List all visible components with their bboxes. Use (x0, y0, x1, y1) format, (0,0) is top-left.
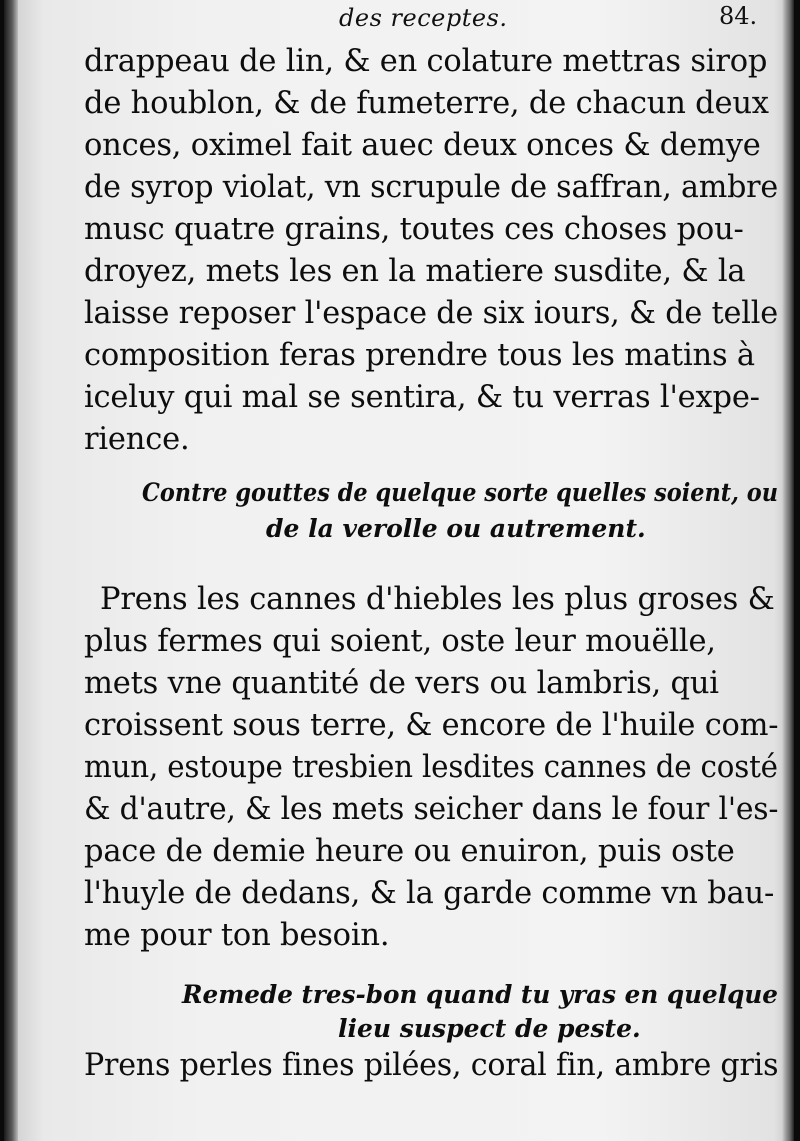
text-line: de syrop violat, vn scrupule de saffran, ambre (84, 170, 778, 205)
page-number: 84. (719, 2, 758, 30)
text-line: mets vne quantité de vers ou lambris, qui (84, 666, 719, 701)
text-line: laisse reposer l'espace de six iours, & de telle (84, 296, 778, 331)
running-head: des receptes. (339, 4, 508, 32)
page-edge-shadow (782, 0, 794, 1141)
section-heading: lieu suspect de peste. (338, 1014, 641, 1043)
text-line: Prens perles fines pilées, coral fin, ambre gris (84, 1048, 779, 1083)
text-line: plus fermes qui soient, oste leur mouëlle, (84, 624, 716, 659)
page-gutter-shadow (4, 0, 18, 1141)
text-line: rience. (84, 422, 190, 457)
book-page (4, 0, 794, 1141)
text-line: mun, estoupe tresbien lesdites cannes de costé (84, 750, 778, 785)
section-heading: Contre gouttes de quelque sorte quelles soient, ou (142, 478, 779, 507)
text-line: onces, oximel fait auec deux onces & demye (84, 128, 761, 163)
text-line: & d'autre, & les mets seicher dans le four l'es- (84, 792, 779, 827)
section-heading: de la verolle ou autrement. (266, 514, 646, 543)
section-heading: Remede tres-bon quand tu yras en quelque (182, 980, 778, 1009)
text-line: l'huyle de dedans, & la garde comme vn bau- (84, 876, 775, 911)
text-line: composition feras prendre tous les matins à (84, 338, 755, 373)
text-line: pace de demie heure ou enuiron, puis oste (84, 834, 735, 869)
text-line: croissent sous terre, & encore de l'huile com- (84, 708, 779, 743)
text-line: droyez, mets les en la matiere susdite, & la (84, 254, 746, 289)
text-line: me pour ton besoin. (84, 918, 390, 953)
text-line: iceluy qui mal se sentira, & tu verras l'expe- (84, 380, 760, 415)
text-line: de houblon, & de fumeterre, de chacun deux (84, 86, 769, 121)
text-line: drappeau de lin, & en colature mettras sirop (84, 44, 768, 79)
text-line: Prens les cannes d'hiebles les plus groses & (100, 582, 775, 617)
text-line: musc quatre grains, toutes ces choses pou- (84, 212, 744, 247)
